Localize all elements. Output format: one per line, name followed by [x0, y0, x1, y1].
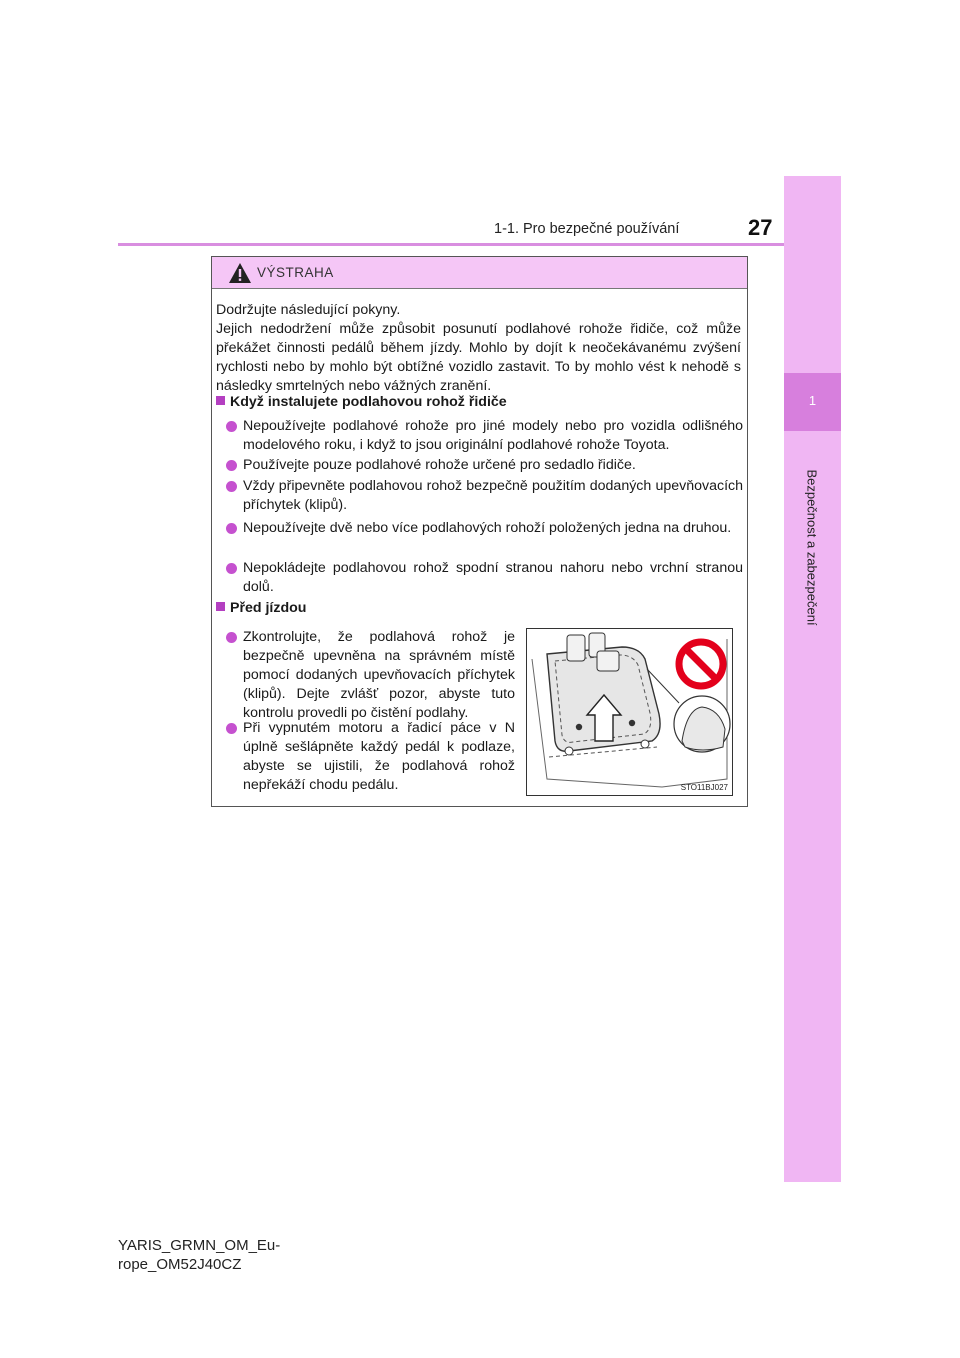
warning-intro	[216, 301, 741, 396]
circle-bullet-icon	[226, 723, 237, 734]
intro-line-1: Dodržujte následující pokyny.	[216, 302, 401, 318]
footer-line-1: YARIS_GRMN_OM_Eu-	[118, 1237, 281, 1254]
section-heading-before-driving	[216, 600, 306, 616]
section-heading-text: Před jízdou	[230, 600, 307, 616]
floor-mat-drawing	[527, 629, 732, 795]
chapter-number: 1	[808, 393, 817, 408]
square-bullet-icon	[216, 602, 225, 611]
floor-mat-illustration	[526, 628, 733, 796]
list-item	[243, 477, 743, 515]
list-item-text: Zkontrolujte, že podlahová rohož je bezpečně upevněna na správném místě pomocí dodaných upevňovacích příchytek (klipů). Dejte zvlášť pozor, abyste tuto kontrolu provedli po čistění podlahy.	[243, 629, 515, 721]
header-divider	[118, 243, 784, 246]
circle-bullet-icon	[226, 460, 237, 471]
circle-bullet-icon	[226, 421, 237, 432]
warning-title: VÝSTRAHA	[257, 265, 334, 280]
list-item	[243, 719, 515, 795]
page-number: 27	[748, 215, 773, 240]
chapter-tab	[784, 176, 841, 1182]
section-heading-installing	[216, 394, 507, 410]
footer-line-2: rope_OM52J40CZ	[118, 1256, 242, 1273]
list-item	[243, 456, 743, 475]
list-item-text: Nepoužívejte podlahové rohože pro jiné modely nebo pro vozidla odlišného modelového roku, i když to jsou originální podlahové rohože Toyota.	[243, 418, 743, 453]
square-bullet-icon	[216, 396, 225, 405]
list-item-text: Nepokládejte podlahovou rohož spodní stranou nahoru nebo vrchní stranou dolů.	[243, 560, 743, 595]
section-title: 1-1. Pro bezpečné používání	[494, 221, 680, 237]
illustration-code: STO11BJ027	[680, 783, 728, 792]
list-item	[243, 519, 743, 538]
circle-bullet-icon	[226, 523, 237, 534]
section-heading-text: Když instalujete podlahovou rohož řidiče	[230, 394, 507, 410]
circle-bullet-icon	[226, 563, 237, 574]
list-item	[243, 628, 515, 723]
footer-doc-id	[118, 1236, 280, 1274]
warning-header	[212, 257, 747, 289]
intro-line-2: Jejich nedodržení může způsobit posunutí podlahové rohože řidiče, což může překážet činnosti pedálů během jízdy. Mohlo by dojít k neočekávanému zvýšení rychlosti nebo by mohlo být obtížné vozidlo zastavit. To by mohlo vést k nehodě s následky smrtelných nebo vážných zranění.	[216, 321, 741, 394]
circle-bullet-icon	[226, 481, 237, 492]
list-item-text: Vždy připevněte podlahovou rohož bezpečně použitím dodaných upevňovacích příchytek (klipů).	[243, 478, 743, 513]
list-item-text: Při vypnutém motoru a řadicí páce v N úplně sešlápněte každý pedál k podlaze, abyste se ujistili, že podlahová rohož nepřekáží chodu pedálu.	[243, 720, 515, 793]
list-item	[243, 559, 743, 597]
warning-triangle-icon	[228, 262, 252, 284]
list-item-text: Nepoužívejte dvě nebo více podlahových rohoží položených jedna na druhou.	[243, 520, 732, 536]
list-item	[243, 417, 743, 455]
list-item-text: Používejte pouze podlahové rohože určené pro sedadlo řidiče.	[243, 457, 636, 473]
chapter-title: Bezpečnost a zabezpečení	[804, 469, 820, 626]
circle-bullet-icon	[226, 632, 237, 643]
